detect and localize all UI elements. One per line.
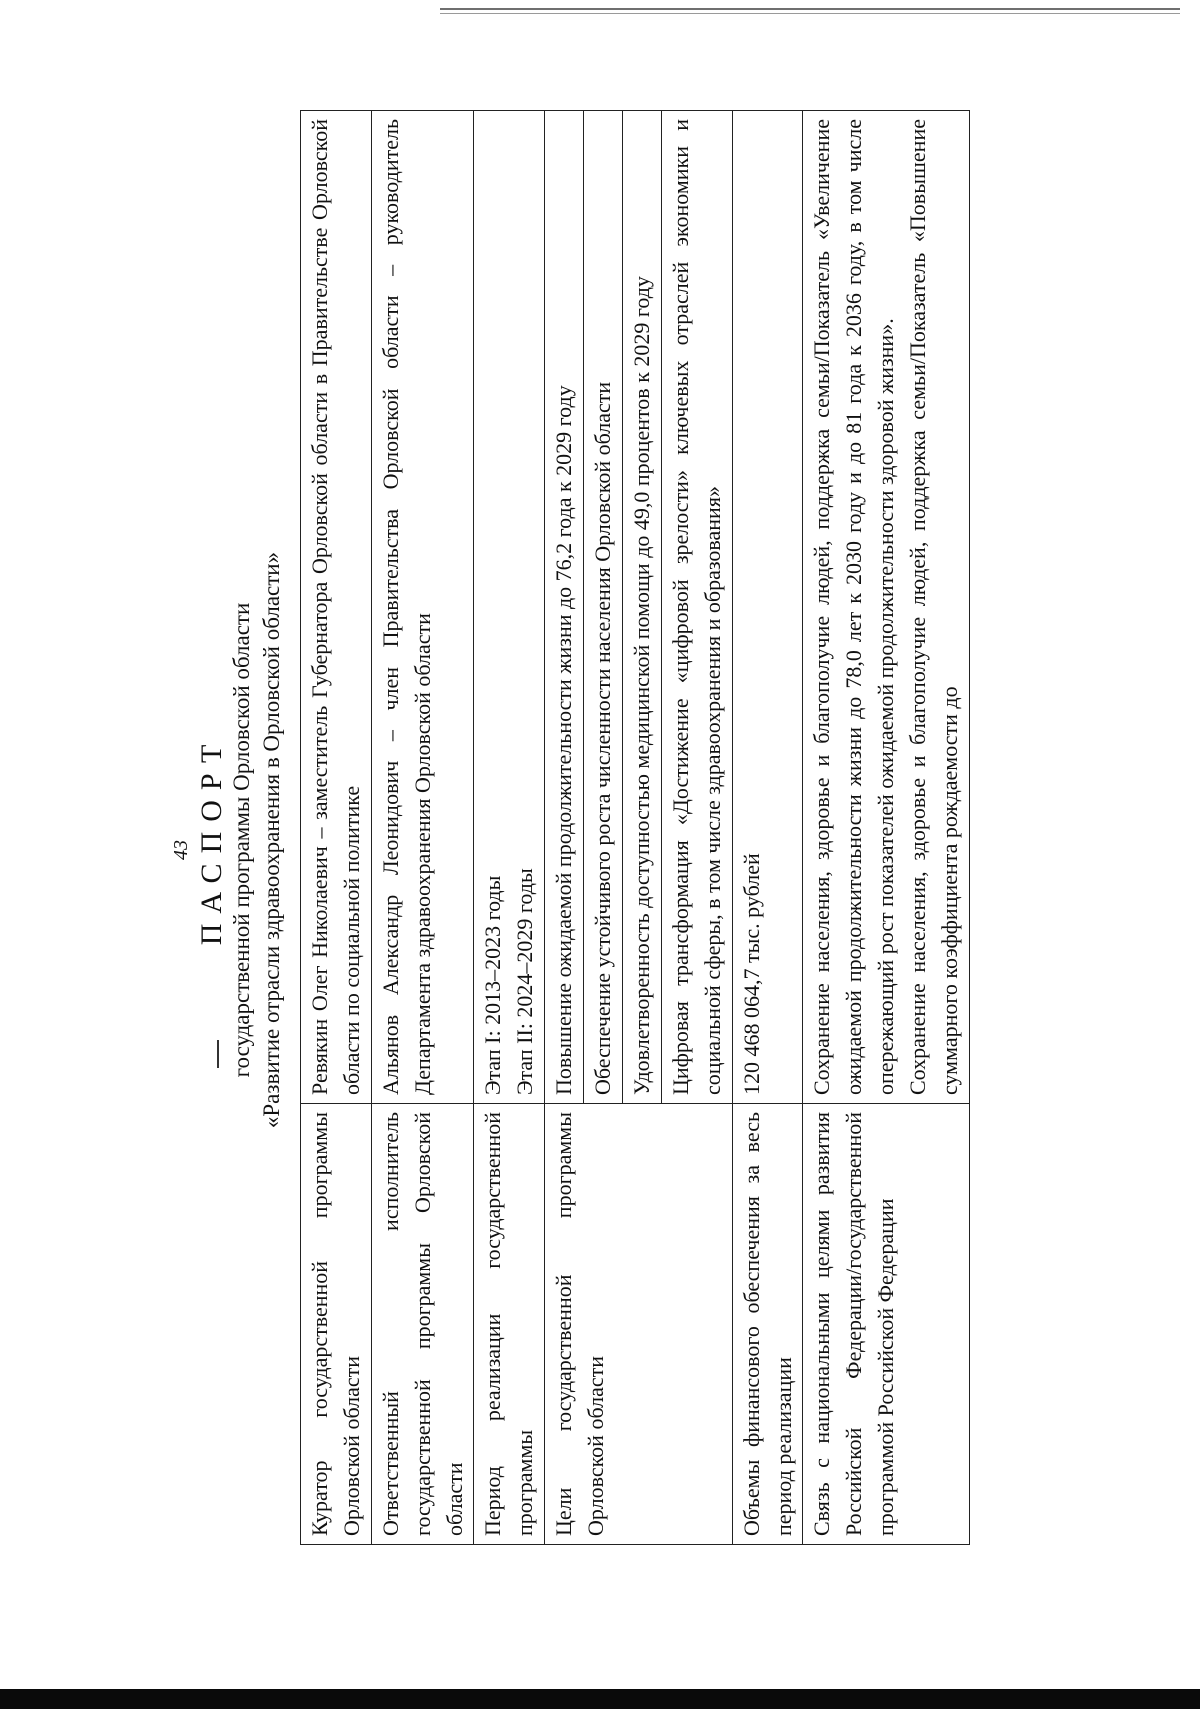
page-number: 43 <box>170 840 192 860</box>
table-row <box>732 111 803 1545</box>
period-label: Период реализации государственной программы <box>474 1104 545 1545</box>
period-value <box>474 111 545 1104</box>
program-name: «Развитие отрасли здравоохранения в Орловской области» <box>259 551 284 1129</box>
scan-bottom-edge <box>0 1689 1200 1709</box>
goal-item: Цифровая трансформация «Достижение «цифровой зрелости» ключевых отраслей экономики и социальной сферы, в том числе здравоохранения и образования» <box>661 111 732 1104</box>
funding-value: 120 468 064,7 тыс. рублей <box>732 111 803 1104</box>
scan-edge-line <box>440 13 1180 14</box>
doc-subtitle: государственной программы Орловской области <box>229 602 254 1078</box>
table-row <box>301 111 372 1545</box>
goal-item: Удовлетворенность доступностью медицинской помощи до 49,0 процентов к 2029 году <box>623 111 662 1104</box>
funding-label: Объемы финансового обеспечения за весь период реализации <box>732 1104 803 1545</box>
scan-edge-line <box>440 8 1180 10</box>
table-row <box>803 111 969 1545</box>
national-goals-value <box>803 111 969 1104</box>
national-goals-label: Связь с национальными целями развития Российской Федерации/государственной программой Российской Федерации <box>803 1104 969 1545</box>
doc-title: ПАСПОРТ <box>195 734 228 946</box>
national-goals-para-1: Сохранение населения, здоровье и благополучие людей, поддержка семьи/Показатель «Увеличение ожидаемой продолжительности жизни до 78,0 лет к 2030 году и до 81 года к 2036 году, в том числе опережающий рост показателей ожидаемой продолжительности здоровой жизни». <box>809 119 899 1095</box>
table-row <box>474 111 545 1545</box>
executor-value: Альянов Александр Леонидович – член Правительства Орловской области – руководитель Департамента здравоохранения Орловской области <box>371 111 474 1104</box>
passport-table <box>300 110 970 1545</box>
goal-item: Повышение ожидаемой продолжительности жизни до 76,2 года к 2029 году <box>545 111 584 1104</box>
goals-label: Цели государственной программы Орловской области <box>545 1104 732 1545</box>
executor-label: Ответственный исполнитель государственной программы Орловской области <box>371 1104 474 1545</box>
period-stage-1: Этап I: 2013–2023 годы <box>480 875 506 1095</box>
period-stage-2: Этап II: 2024–2029 годы <box>512 868 538 1095</box>
rotated-page <box>145 90 1145 1590</box>
goal-item: Обеспечение устойчивого роста численности населения Орловской области <box>584 111 623 1104</box>
curator-label: Куратор государственной программы Орловской области <box>301 1104 372 1545</box>
table-row <box>545 111 584 1545</box>
table-row <box>371 111 474 1545</box>
national-goals-para-2: Сохранение населения, здоровье и благополучие людей, поддержка семьи/Показатель «Повышение суммарного коэффициента рождаемости до <box>905 119 963 1095</box>
curator-value: Ревякин Олег Николаевич – заместитель Губернатора Орловской области в Правительстве Орловской области по социальной политике <box>301 111 372 1104</box>
